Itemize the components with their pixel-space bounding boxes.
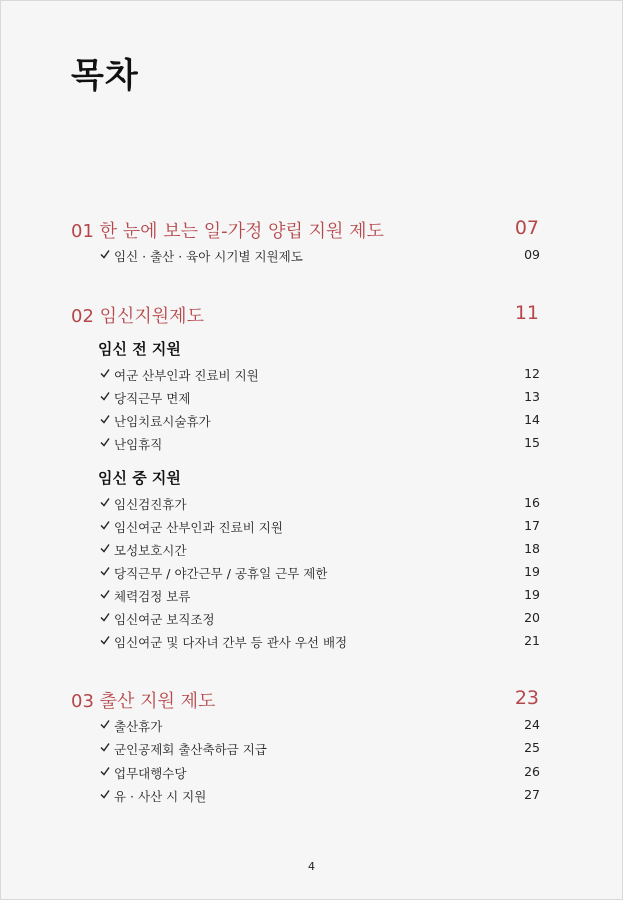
toc-entry [100, 389, 540, 407]
toc-entry [100, 740, 540, 758]
toc-entry-page: 20 [524, 610, 540, 625]
chapter-page-number: 07 [514, 217, 539, 239]
toc-entry-label: 난임휴직 [114, 437, 163, 452]
chapter-02 [71, 302, 539, 328]
toc-entry [100, 412, 540, 430]
check-icon [100, 519, 110, 531]
check-icon [100, 718, 110, 730]
page-number: 4 [308, 860, 315, 873]
toc-entry-page: 19 [524, 587, 540, 602]
toc-entry [100, 541, 540, 559]
toc-entry-label: 임신여군 및 다자녀 간부 등 관사 우선 배정 [114, 635, 348, 650]
check-icon [100, 542, 110, 554]
toc-entry-page: 19 [524, 564, 540, 579]
toc-entry-page: 17 [524, 518, 540, 533]
toc-entry-label: 유 · 사산 시 지원 [114, 789, 207, 804]
check-icon [100, 588, 110, 600]
toc-entry [100, 495, 540, 513]
chapter-title: 03 출산 지원 제도 [71, 691, 216, 712]
toc-entry-page: 15 [524, 435, 540, 450]
check-icon [100, 496, 110, 508]
toc-entry [100, 435, 540, 453]
toc-entry-label: 당직근무 면제 [114, 391, 191, 406]
check-icon [100, 565, 110, 577]
toc-entry-label: 임신여군 산부인과 진료비 지원 [114, 520, 283, 535]
toc-entry-page: 14 [524, 412, 540, 427]
chapter-title: 01 한 눈에 보는 일-가정 양립 지원 제도 [71, 221, 384, 242]
toc-entry [100, 787, 540, 805]
toc-entry-page: 26 [524, 764, 540, 779]
toc-entry-page: 24 [524, 717, 540, 732]
toc-entry-label: 당직근무 / 야간근무 / 공휴일 근무 제한 [114, 566, 328, 581]
toc-entry-label: 군인공제회 출산축하금 지급 [114, 742, 267, 757]
toc-entry-label: 임신검진휴가 [114, 497, 187, 512]
toc-entry-label: 체력검정 보류 [114, 589, 191, 604]
toc-entry-page: 12 [524, 366, 540, 381]
toc-entry-label: 모성보호시간 [114, 543, 187, 558]
toc-entry-page: 21 [524, 633, 540, 648]
page-title: 목차 [71, 56, 139, 96]
check-icon [100, 765, 110, 777]
toc-entry-label: 업무대행수당 [114, 766, 187, 781]
toc-entry-label: 임신여군 보직조정 [114, 612, 215, 627]
check-icon [100, 390, 110, 402]
toc-entry [100, 633, 540, 651]
check-icon [100, 436, 110, 448]
toc-entry-label: 임신 · 출산 · 육아 시기별 지원제도 [114, 249, 303, 264]
toc-entry-page: 18 [524, 541, 540, 556]
toc-entry [100, 518, 540, 536]
toc-entry-label: 난임치료시술휴가 [114, 414, 211, 429]
chapter-title: 02 임신지원제도 [71, 306, 204, 327]
toc-entry [100, 610, 540, 628]
check-icon [100, 248, 110, 260]
subsection-heading: 임신 전 지원 [98, 340, 181, 358]
toc-entry [100, 366, 540, 384]
chapter-03 [71, 687, 539, 713]
toc-entry-page: 09 [524, 247, 540, 262]
check-icon [100, 367, 110, 379]
check-icon [100, 634, 110, 646]
toc-entry-label: 출산휴가 [114, 719, 163, 734]
chapter-page-number: 11 [514, 302, 539, 324]
check-icon [100, 413, 110, 425]
check-icon [100, 741, 110, 753]
toc-entry [100, 587, 540, 605]
chapter-page-number: 23 [514, 687, 539, 709]
subsection-heading: 임신 중 지원 [98, 469, 181, 487]
toc-entry-page: 13 [524, 389, 540, 404]
toc-entry [100, 764, 540, 782]
check-icon [100, 788, 110, 800]
toc-entry [100, 247, 540, 265]
toc-entry [100, 564, 540, 582]
chapter-01 [71, 217, 539, 243]
toc-entry-page: 27 [524, 787, 540, 802]
toc-entry-page: 16 [524, 495, 540, 510]
toc-entry-label: 여군 산부인과 진료비 지원 [114, 368, 259, 383]
check-icon [100, 611, 110, 623]
toc-entry [100, 717, 540, 735]
toc-entry-page: 25 [524, 740, 540, 755]
